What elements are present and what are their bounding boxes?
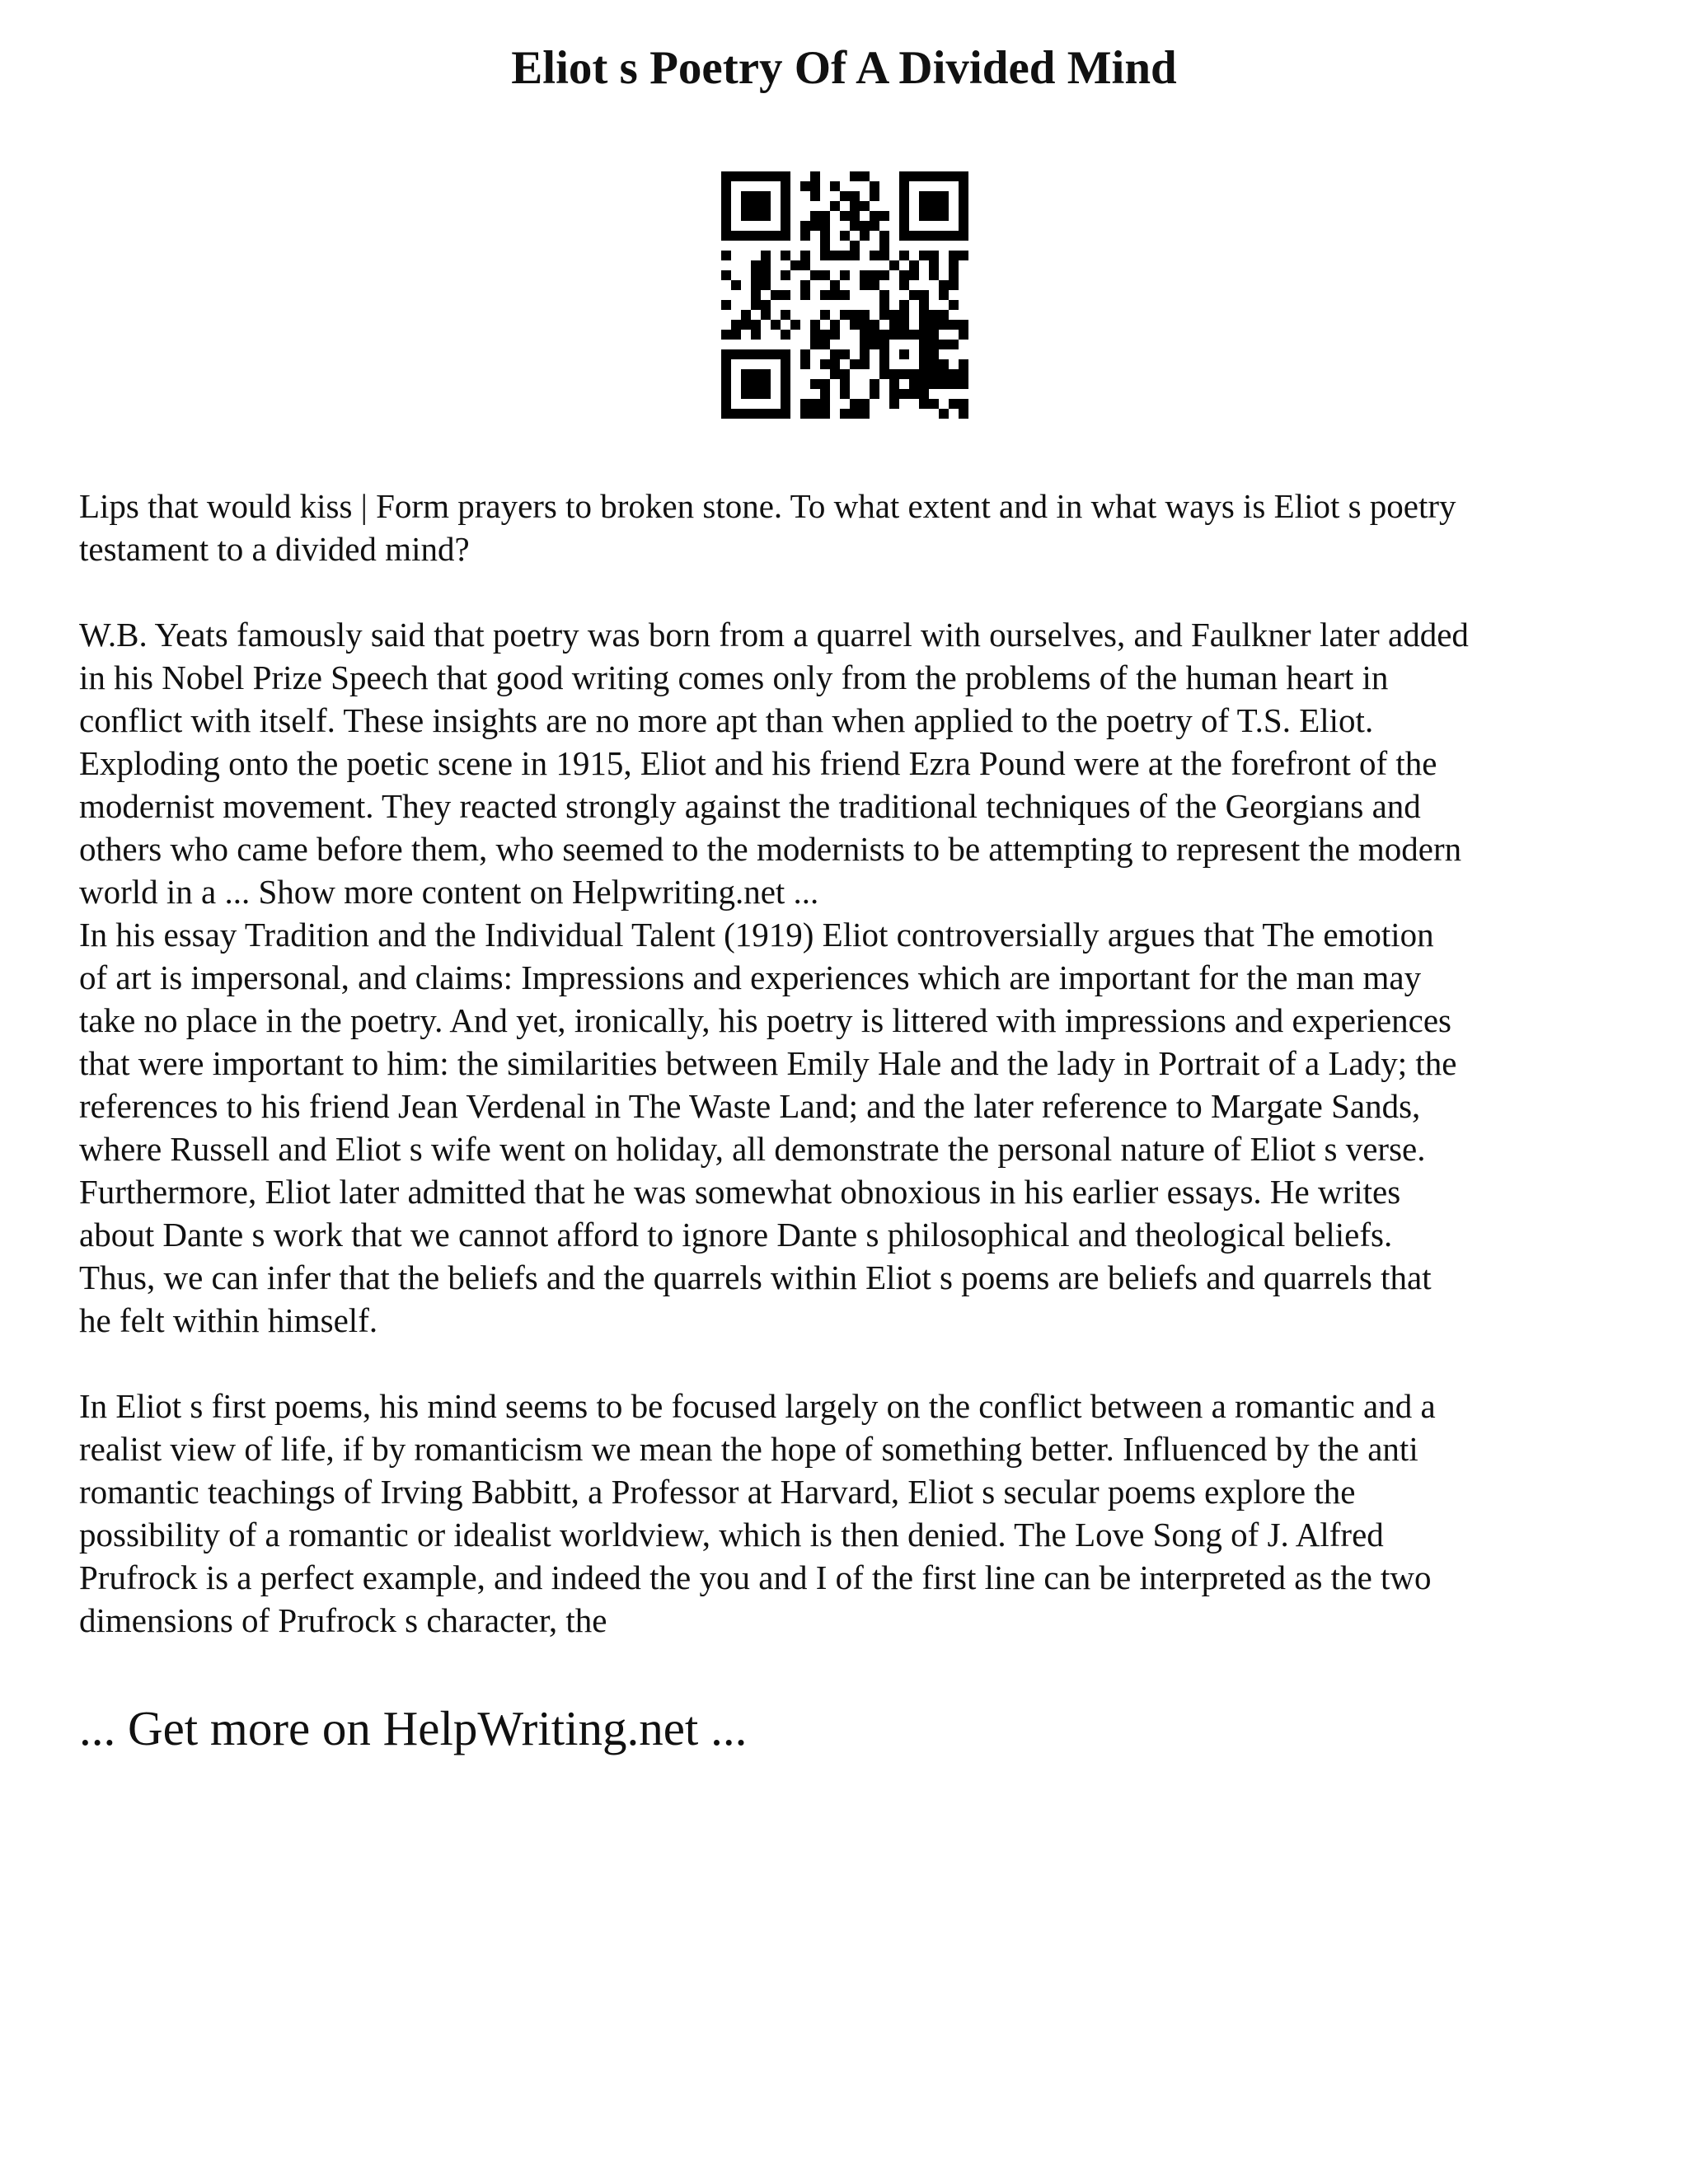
qr-code-icon xyxy=(721,171,968,419)
paragraph-intro: Lips that would kiss | Form prayers to broken stone. To what extent and in what ways is Eliot s poetry testament to a divided mind? xyxy=(79,487,1456,568)
paragraph-first-poems: In Eliot s first poems, his mind seems to be focused largely on the conflict between a romantic and a realist view of life, if by romanticism we mean the hope of something better. Influenced by the anti romantic teachings of Irving Babbitt, a Professor at Harvard, Eliot s secular poems explore the possibility of a romantic or idealist worldview, which is then denied. The Love Song of J. Alfred Prufrock is a perfect example, and indeed the you and I of the first line can be interpreted as the two dimensions of Prufrock s character, the xyxy=(79,1387,1436,1639)
document-body xyxy=(79,485,1629,1642)
get-more-link[interactable]: ... Get more on HelpWriting.net ... xyxy=(79,1701,748,1755)
qr-code-graphic xyxy=(721,171,968,419)
paragraph-yeats: W.B. Yeats famously said that poetry was born from a quarrel with ourselves, and Faulkner later added in his Nobel Prize Speech that good writing comes only from the problems of the human heart in conflict with itself. These insights are no more apt than when applied to the poetry of T.S. Eliot. Exploding onto the poetic scene in 1915, Eliot and his friend Ezra Pound were at the forefront of the modernist movement. They reacted strongly against the traditional techniques of the Georgians and others who came before them, who seemed to the modernists to be attempting to represent the modern world in a ... Show more content on Helpwriting.net ... xyxy=(79,616,1469,911)
paragraph-tradition: In his essay Tradition and the Individual Talent (1919) Eliot controversially argues that The emotion of art is impersonal, and claims: Impressions and experiences which are important for the man may take no place in the poetry. And yet, ironically, his poetry is littered with impressions and experiences that were important to him: the similarities between Emily Hale and the lady in Portrait of a Lady; the references to his friend Jean Verdenal in The Waste Land; and the later reference to Margate Sands, where Russell and Eliot s wife went on holiday, all demonstrate the personal nature of Eliot s verse. Furthermore, Eliot later admitted that he was somewhat obnoxious in his earlier essays. He writes about Dante s work that we cannot afford to ignore Dante s philosophical and theological beliefs. Thus, we can infer that the beliefs and the quarrels within Eliot s poems are beliefs and quarrels that he felt within himself. xyxy=(79,916,1457,1339)
page-title: Eliot s Poetry Of A Divided Mind xyxy=(511,42,1177,94)
